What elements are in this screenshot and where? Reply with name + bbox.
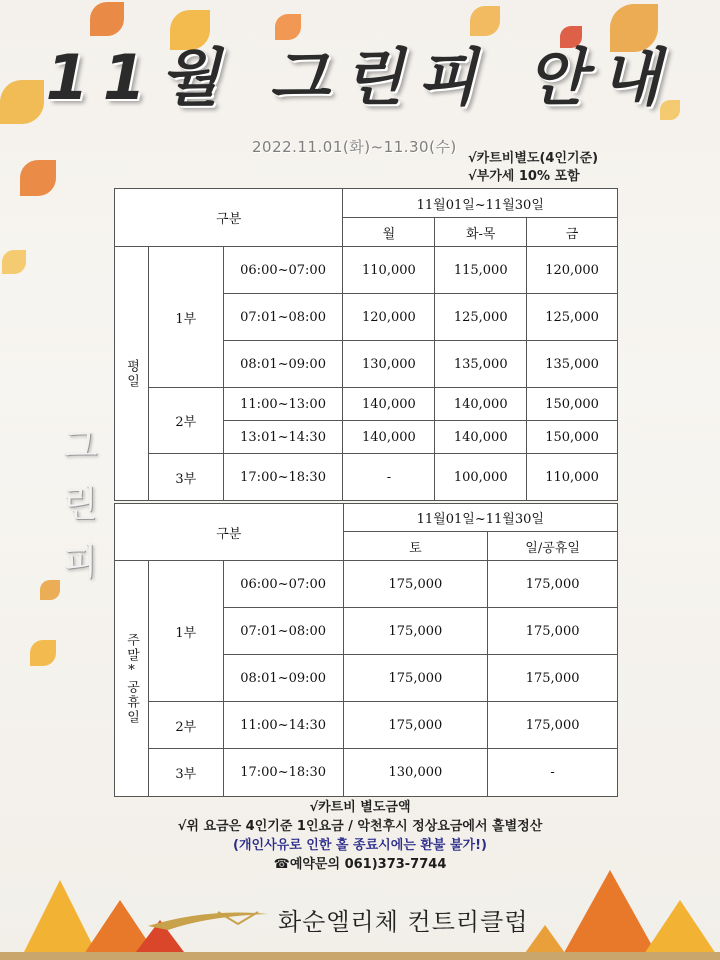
table-row <box>115 702 618 749</box>
leaf-decoration <box>40 580 60 600</box>
day-header: 월 <box>343 218 435 247</box>
time-slot: 07:01~08:00 <box>223 608 343 655</box>
session-label: 2부 <box>148 702 223 749</box>
price-cell: 115,000 <box>435 247 527 294</box>
price-cell: 140,000 <box>435 388 527 421</box>
price-cell: 140,000 <box>343 388 435 421</box>
date-range: 2022.11.01(화)~11.30(수) <box>252 138 457 156</box>
price-cell: - <box>343 454 435 501</box>
price-cell: 175,000 <box>488 702 618 749</box>
period-header: 11월01일~11월30일 <box>343 189 618 218</box>
table-row <box>115 247 618 294</box>
price-cell: 110,000 <box>343 247 435 294</box>
time-slot: 13:01~14:30 <box>223 421 343 454</box>
session-label: 3부 <box>148 749 223 797</box>
time-slot: 17:00~18:30 <box>223 749 343 797</box>
price-cell: 150,000 <box>527 421 618 454</box>
price-cell: 100,000 <box>435 454 527 501</box>
weekday-label: 평일 <box>115 247 149 501</box>
time-slot: 17:00~18:30 <box>223 454 343 501</box>
price-cell: 140,000 <box>343 421 435 454</box>
session-label: 1부 <box>148 561 223 702</box>
club-logo-icon <box>148 908 268 932</box>
time-slot: 08:01~09:00 <box>223 655 343 702</box>
price-cell: - <box>488 749 618 797</box>
weekend-fee-table <box>114 503 618 797</box>
side-char: 린 <box>62 484 98 525</box>
price-cell: 130,000 <box>343 341 435 388</box>
session-label: 3부 <box>148 454 223 501</box>
day-header: 토 <box>343 532 488 561</box>
price-cell: 110,000 <box>527 454 618 501</box>
time-slot: 11:00~14:30 <box>223 702 343 749</box>
note-no-refund: (개인사유로 인한 홀 종료시에는 환불 불가!) <box>233 838 487 853</box>
club-name: 화순엘리체 컨트리클럽 <box>278 908 529 936</box>
price-cell: 175,000 <box>343 561 488 608</box>
price-cell: 135,000 <box>435 341 527 388</box>
price-cell: 140,000 <box>435 421 527 454</box>
period-header: 11월01일~11월30일 <box>343 504 617 532</box>
category-header: 구분 <box>115 189 343 247</box>
reservation-phone: ☎예약문의 061)373-7744 <box>273 857 447 872</box>
note-vat: √부가세 10% 포함 <box>468 169 580 184</box>
price-cell: 175,000 <box>488 655 618 702</box>
table-row <box>115 749 618 797</box>
top-notes <box>468 150 598 186</box>
time-slot: 07:01~08:00 <box>223 294 343 341</box>
price-cell: 120,000 <box>527 247 618 294</box>
note-cart-separate: √카트비 별도금액 <box>309 800 411 815</box>
bottom-notes <box>0 798 720 874</box>
day-header: 화-목 <box>435 218 527 247</box>
table-row <box>115 561 618 608</box>
day-header: 일/공휴일 <box>488 532 618 561</box>
time-slot: 06:00~07:00 <box>223 247 343 294</box>
session-label: 2부 <box>148 388 223 454</box>
leaf-decoration <box>2 250 26 274</box>
weekend-label: 주말*공휴일 <box>115 561 149 797</box>
price-cell: 175,000 <box>343 608 488 655</box>
price-cell: 130,000 <box>343 749 488 797</box>
note-cart-fee: √카트비별도(4인기준) <box>468 151 599 166</box>
time-slot: 11:00~13:00 <box>223 388 343 421</box>
table-row <box>115 388 618 421</box>
page-title: 11월 그린피 안내 <box>45 41 675 114</box>
price-cell: 125,000 <box>527 294 618 341</box>
price-cell: 135,000 <box>527 341 618 388</box>
time-slot: 08:01~09:00 <box>223 341 343 388</box>
side-char: 피 <box>62 542 98 583</box>
day-header: 금 <box>527 218 618 247</box>
category-header: 구분 <box>115 504 344 561</box>
price-cell: 175,000 <box>343 702 488 749</box>
weekday-fee-table <box>114 188 618 501</box>
price-cell: 175,000 <box>488 561 618 608</box>
side-char: 그 <box>62 426 98 467</box>
price-cell: 150,000 <box>527 388 618 421</box>
leaf-decoration <box>20 160 56 196</box>
leaf-decoration <box>30 640 56 666</box>
side-vertical-title <box>58 418 102 592</box>
session-label: 1부 <box>148 247 223 388</box>
time-slot: 06:00~07:00 <box>223 561 343 608</box>
price-cell: 175,000 <box>488 608 618 655</box>
price-cell: 175,000 <box>343 655 488 702</box>
price-cell: 120,000 <box>343 294 435 341</box>
table-row <box>115 454 618 501</box>
price-cell: 125,000 <box>435 294 527 341</box>
note-rate-rule: √위 요금은 4인기준 1인요금 / 악천후시 정상요금에서 홀별정산 <box>177 819 543 834</box>
